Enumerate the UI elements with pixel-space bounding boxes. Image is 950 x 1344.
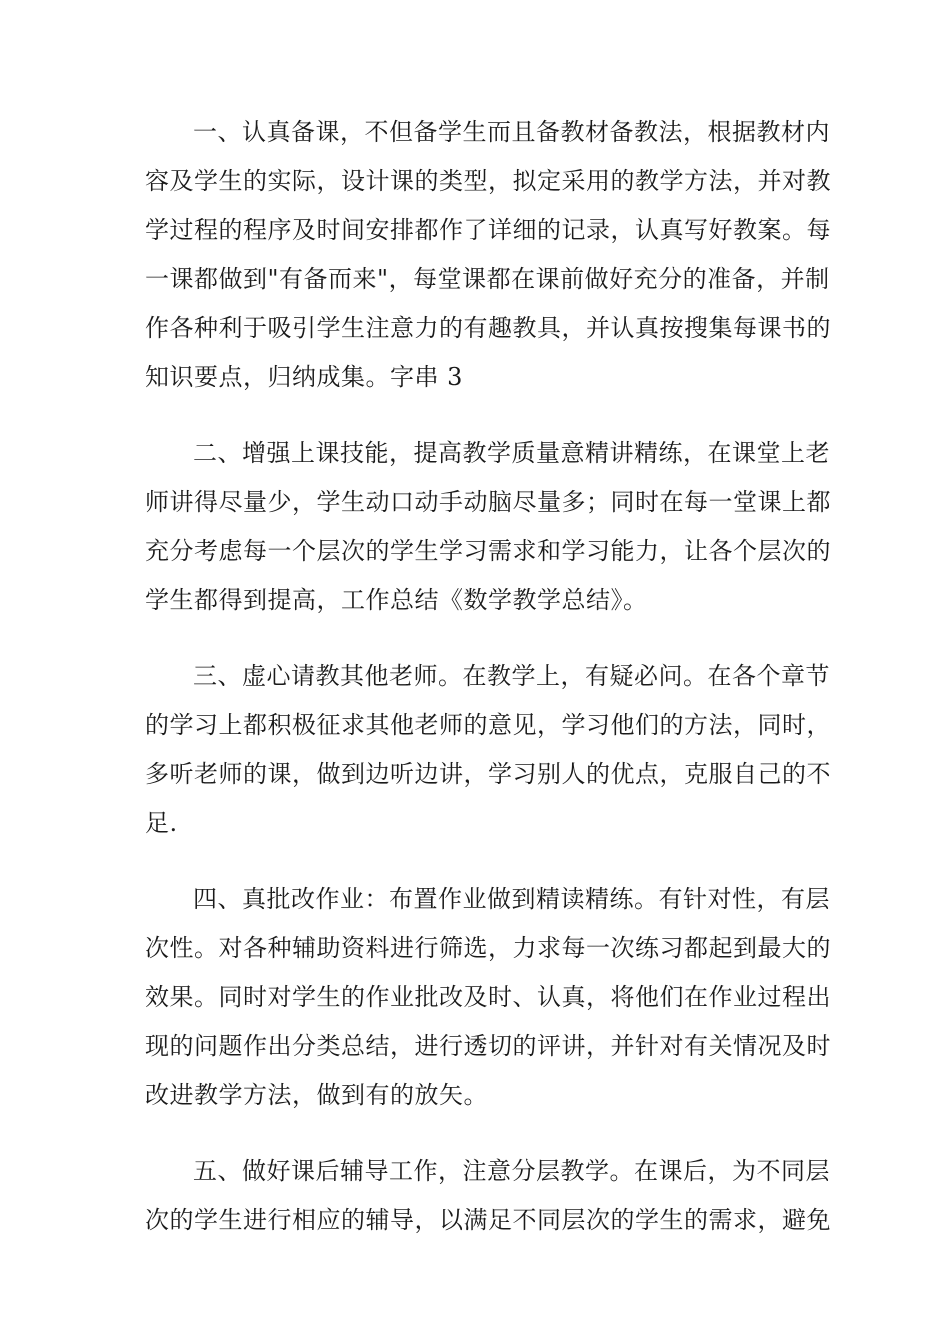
paragraph-spacer — [145, 406, 807, 433]
paragraph-line: 作各种利于吸引学生注意力的有趣教具，并认真按搜集每课书的 — [145, 314, 831, 342]
paragraph-1 — [145, 112, 831, 406]
paragraph-line: 容及学生的实际，设计课的类型，拟定采用的教学方法，并对教 — [145, 167, 831, 195]
paragraph-line: 充分考虑每一个层次的学生学习需求和学习能力，让各个层次的 — [145, 537, 831, 565]
paragraph-line: 次的学生进行相应的辅导，以满足不同层次的学生的需求，避免 — [145, 1206, 831, 1234]
paragraph-line: 足. — [145, 809, 178, 837]
paragraph-line: 四、真批改作业：布置作业做到精读精练。有针对性，有层 — [193, 885, 830, 913]
paragraph-line: 学过程的程序及时间安排都作了详细的记录，认真写好教案。每 — [145, 216, 831, 244]
paragraph-line: 知识要点，归纳成集。字串 3 — [145, 363, 463, 391]
paragraph-line: 三、虚心请教其他老师。在教学上，有疑必问。在各个章节 — [193, 662, 830, 690]
paragraph-line: 次性。对各种辅助资料进行筛选，力求每一次练习都起到最大的 — [145, 934, 831, 962]
document-body — [145, 112, 831, 1249]
paragraph-spacer — [145, 852, 807, 879]
paragraph-line: 改进教学方法，做到有的放矢。 — [145, 1081, 488, 1109]
paragraph-line: 多听老师的课，做到边听边讲，学习别人的优点，克服自己的不 — [145, 760, 831, 788]
paragraph-line: 现的问题作出分类总结，进行透切的评讲，并针对有关情况及时 — [145, 1032, 831, 1060]
paragraph-5 — [145, 1151, 831, 1249]
paragraph-line: 五、做好课后辅导工作，注意分层教学。在课后，为不同层 — [193, 1157, 830, 1185]
paragraph-spacer — [145, 629, 807, 656]
paragraph-2 — [145, 433, 831, 629]
paragraph-line: 学生都得到提高，工作总结《数学教学总结》。 — [145, 586, 648, 614]
paragraph-3 — [145, 656, 831, 852]
paragraph-4 — [145, 879, 831, 1124]
paragraph-line: 二、增强上课技能，提高教学质量意精讲精练，在课堂上老 — [193, 439, 830, 467]
paragraph-line: 师讲得尽量少，学生动口动手动脑尽量多；同时在每一堂课上都 — [145, 488, 831, 516]
paragraph-line: 效果。同时对学生的作业批改及时、认真，将他们在作业过程出 — [145, 983, 831, 1011]
paragraph-line: 一、认真备课，不但备学生而且备教材备教法，根据教材内 — [193, 118, 830, 146]
paragraph-line: 的学习上都积极征求其他老师的意见，学习他们的方法，同时， — [145, 711, 831, 739]
paragraph-spacer — [145, 1124, 807, 1151]
paragraph-line: 一课都做到"有备而来"，每堂课都在课前做好充分的准备，并制 — [145, 265, 830, 293]
